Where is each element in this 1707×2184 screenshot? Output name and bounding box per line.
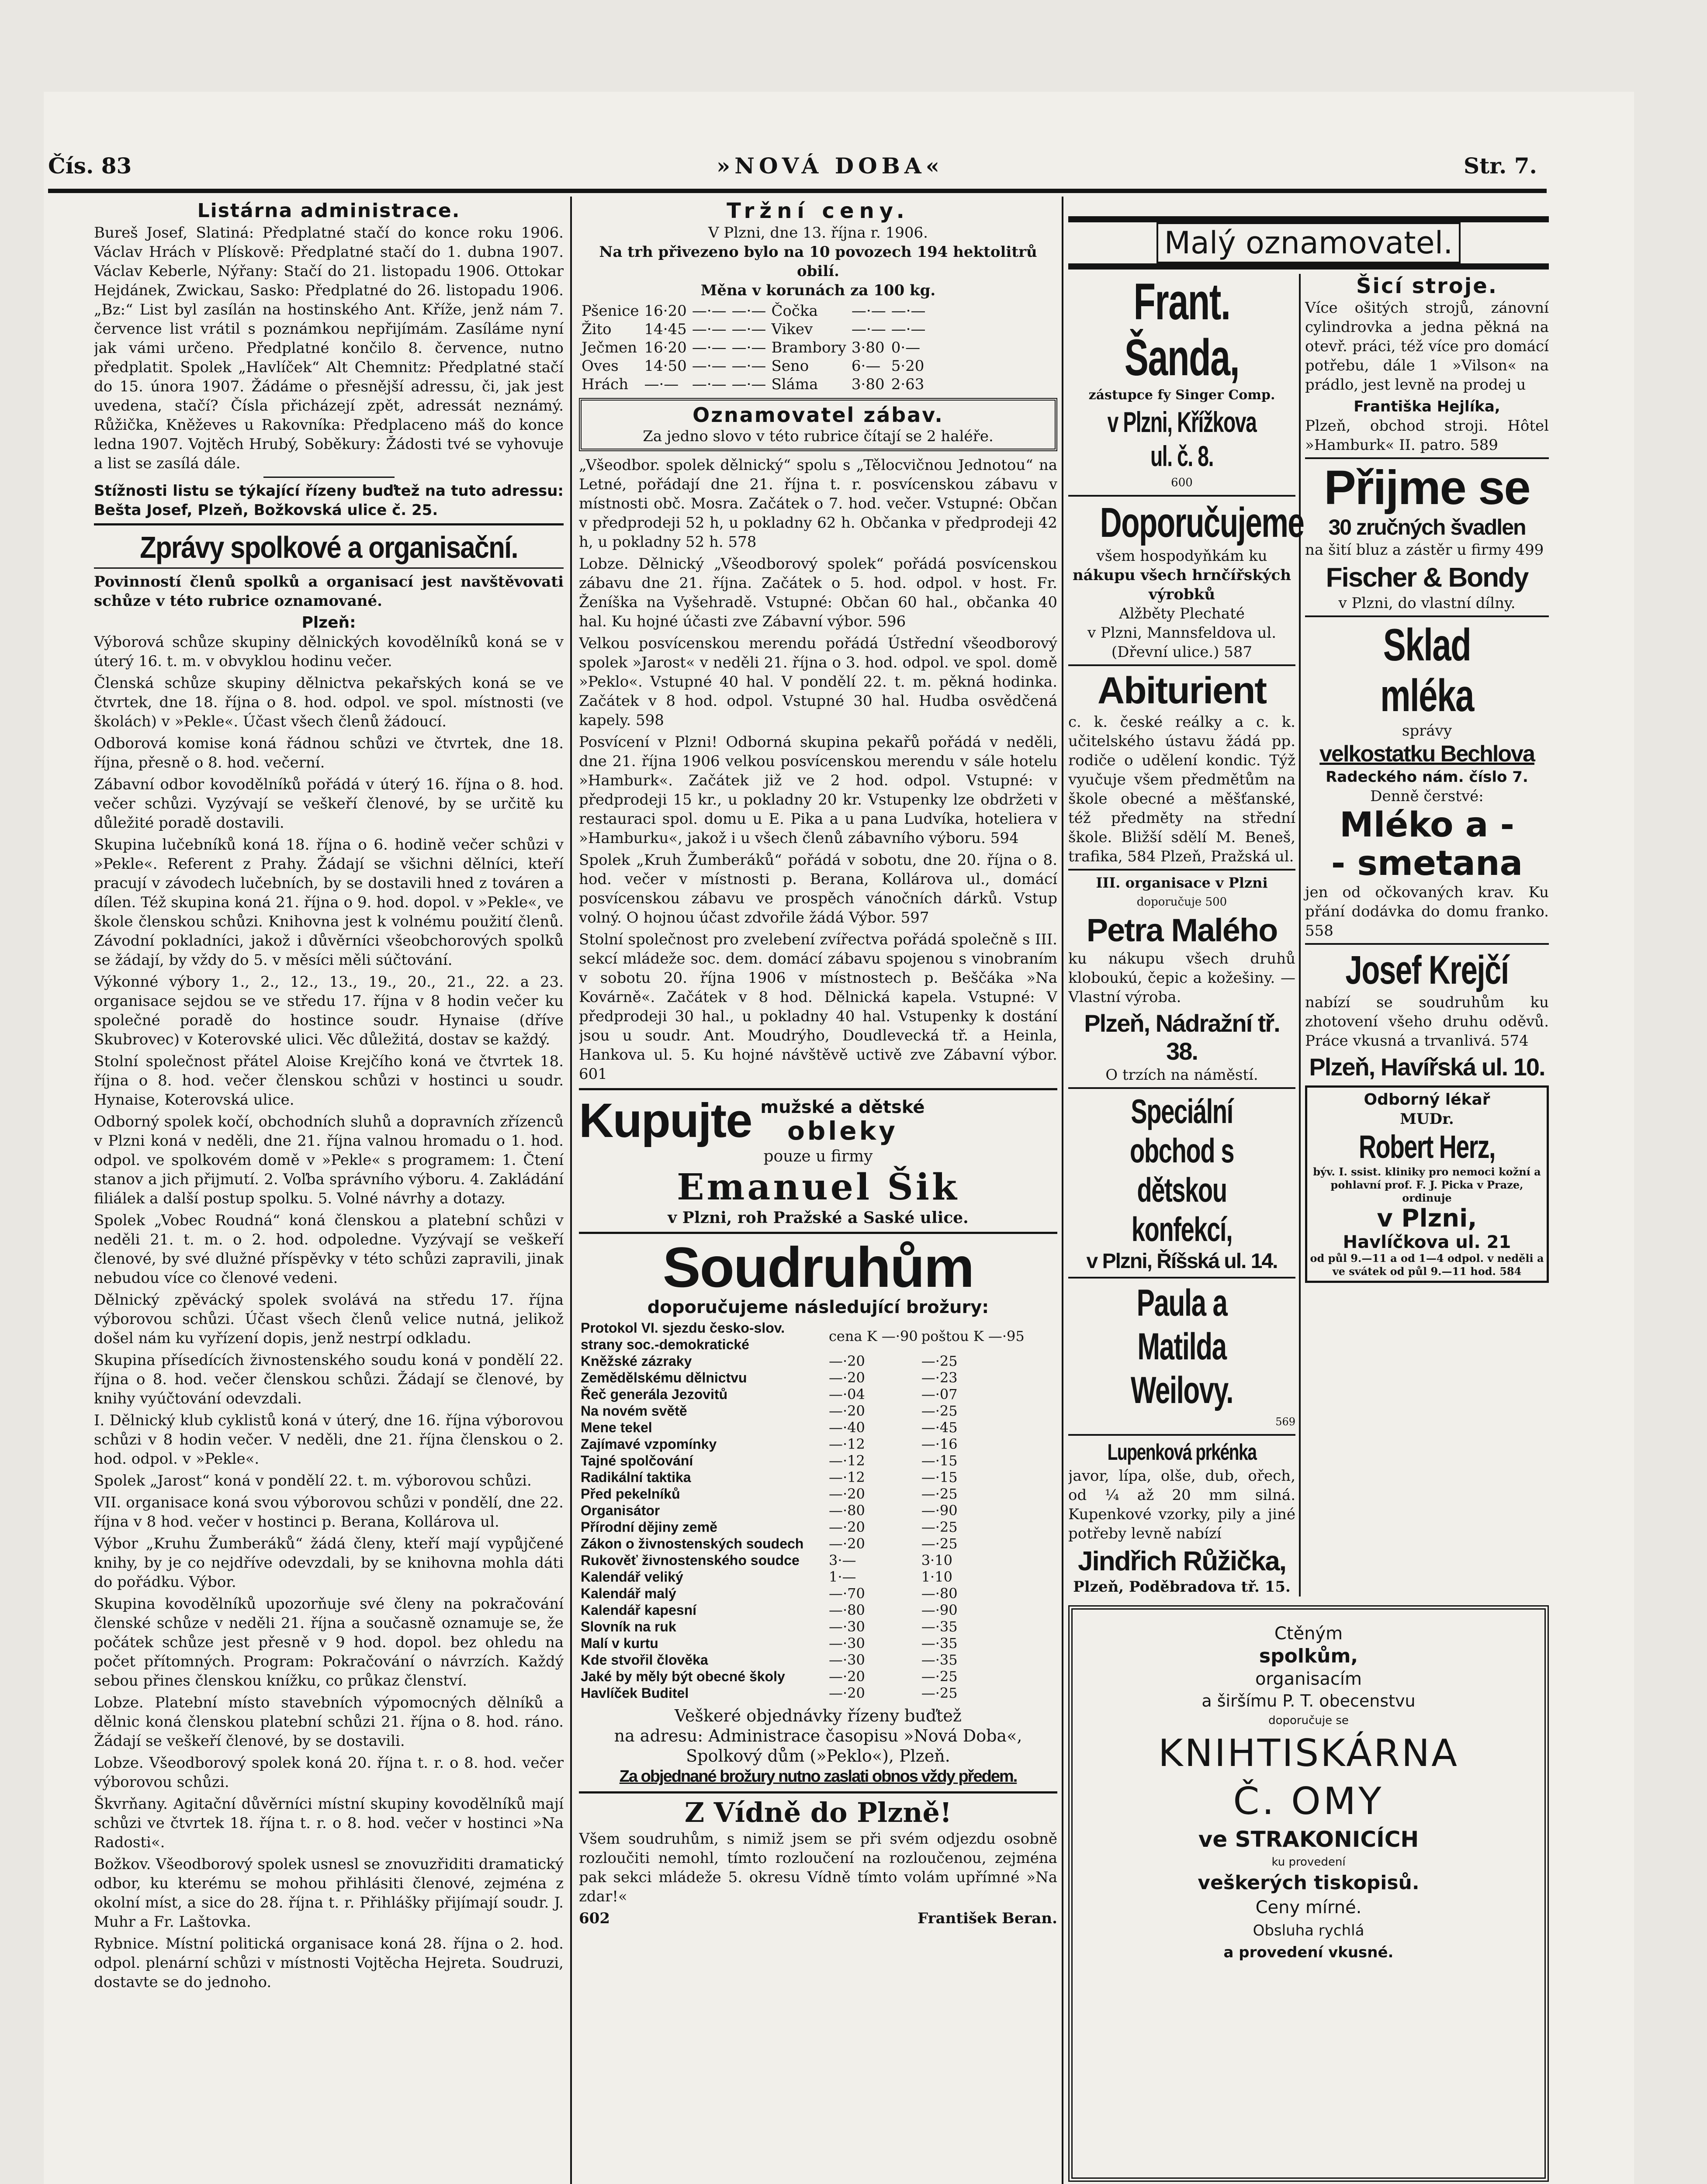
zprava-paragraph: Lobze. Platební místo stavebních výpomocných dělníků a dělnic koná členskou platební schůzi 21. října o 8. hod. ráno. Žádají se veškeří členové, by se dostavili. [94,1694,564,1750]
brozura-cell: poštou K —·95 [921,1328,1025,1344]
omy-line: Ceny mírné. [1255,1897,1362,1918]
sanda-num: 600 [1171,476,1193,489]
sklad-firm: velkostatku Bechlova [1319,741,1534,767]
divider [94,567,564,569]
brozura-cell: Mene tekel [581,1420,652,1435]
price-cell: 3·80 [851,376,885,393]
lekar-mudr: MUDr. [1400,1110,1454,1128]
price-cell: —·— [731,357,766,375]
price-cell: Žito [582,321,612,338]
omy-line: ku provedení [1271,1856,1346,1869]
brozura-cell: Zajímavé vzpomínky [581,1436,717,1452]
price-cell: Čočka [771,302,818,320]
brozura-cell: Kalendář veliký [581,1569,683,1585]
price-cell: Ječmen [582,339,637,356]
brozura-cell: 3·— [829,1552,856,1569]
zabava-item: Posvícení v Plzni! Odborná skupina pekařů pořádá v neděli, dne 21. října 1906 velkou posvícenskou merendu v sále hotelu »Hamburk«. Začátek již ve 2 hod. odpol. Vstupné: v předprodeji 15 kr., u pokladny 20 kr. Vstupenky lze obdržeti v restauraci spol. domu u E. Pika a u pana Ludvíka, hoteliera v »Hamburku«, jakož i u všech členů zábavního výboru. 594 [579,733,1057,847]
kupujte-firma: Emanuel Šik [677,1166,959,1208]
price-row [579,375,928,394]
maly-oznamovatel-banner [1068,216,1549,270]
price-cell: —·— [692,339,727,356]
zprava-paragraph: Výbor „Kruhu Žumberáků“ žádá členy, kteří mají vypůjčené knihy, by je co nejdříve odevzdali, by se knihovna mohla dáti do pořádku. Výbor. [94,1535,564,1591]
zprava-paragraph: Stolní společnost přátel Aloise Krejčího koná ve čtvrtek 18. října o 8. hod. večer členskou schůzi v hostinci u soudr. Hynaise, Koterovská ulice. [94,1053,564,1109]
petra-note: O trzích na náměstí. [1105,1066,1258,1084]
brozura-cell: Řeč generála Jezovitů [581,1386,728,1402]
soudruhum-heading: Soudruhům [662,1235,974,1299]
price-cell: 2·63 [891,376,924,393]
prijme-heading: Přijme se [1324,461,1530,515]
brozura-cell: Tajné spolčování [581,1453,693,1469]
column-divider-2 [1062,197,1063,2184]
price-cell: 16·20 [644,339,687,356]
omy-city: ve STRAKONICÍCH [1198,1827,1419,1852]
mleko-text: jen od očkovaných krav. Ku přání dodávka do domu franko. 558 [1305,884,1549,940]
omy-knihtiskarna: KNIHTISKÁRNA [1158,1731,1459,1775]
price-cell: Brambory [771,339,846,356]
brozura-row [579,1635,1026,1652]
brozura-row [579,1602,1026,1618]
dop-line: Alžběty Plechaté [1119,605,1245,622]
brozura-cell: —·30 [829,1635,865,1652]
zprava-paragraph: I. Dělnický klub cyklistů koná v úterý, dne 16. října výborovou schůzi v 8 hodin večer. V neděli, dne 21. října členskou o 2. hod. odpol. v »Pekle«. [94,1412,564,1468]
divider [263,477,395,478]
listarna-heading: Listárna administrace. [197,200,461,222]
brozura-cell: Radikální taktika [581,1469,691,1485]
brozura-row [579,1652,1026,1668]
zabava-item: Lobze. Dělnický „Všeodborový spolek“ pořádá posvícenskou zábavu dne 21. října. Začátek o 5. hod. odpol. v host. Fr. Ženíška na Vyšehradě. Vstupné: Občan 60 hal., občanka 40 hal. Ku hojné účasti zve Zábavní výbor. 596 [579,555,1057,630]
specialni-address: v Plzni, Říšská ul. 14. [1086,1250,1278,1273]
stiznosti-notice: Stížnosti listu se týkající řízeny buďtež na tuto adressu: Bešta Josef, Plzeň, Božkovská ulice č. 25. [94,482,564,519]
brozura-cell: Kněžské zázraky [581,1353,692,1369]
brozura-cell: —·16 [921,1436,958,1452]
zabava-item: „Všeodbor. spolek dělnický“ spolu s „Tělocvičnou Jednotou“ na Letné, pořádají dne 21. října t. r. posvícenskou zábavu v místnosti obč. Mosra. Začátek o 7. hod. večer. Vstupné: Občan v předprodeji 52 h, u pokladny 62 h. Občanka v předprodeji 42 h, u pokladny 52 h. 578 [579,456,1057,551]
brozura-cell: —·15 [921,1452,958,1469]
price-cell: 6·— [851,357,881,375]
price-row [579,339,928,357]
kupujte-ad [579,1088,1057,1227]
trzni-currency: Měna v korunách za 100 kg. [700,282,936,299]
price-cell: —·— [692,376,727,393]
kupujte-address: v Plzni, roh Pražské a Saské ulice. [668,1209,969,1227]
plzen-heading: Plzeň: [301,614,356,632]
lupenkova-heading: Lupenková prkénka [1107,1440,1257,1465]
brozura-cell: —·25 [921,1353,958,1369]
brozury-table [579,1320,1026,1701]
viden-text: Všem soudruhům, s nimiž jsem se při svém odjezdu osobně rozloučiti nemohl, tímto rozloučení na rozloučenou, zejména pak sekci mládeže 5. okresu Vídně tímto volám upřímné »Na zdar!« [579,1830,1057,1905]
lekar-city: v Plzni, [1377,1204,1477,1233]
sici-text: Více ošitých strojů, zánovní cylindrovka a jedna pěkná na otevř. práci, též více pro domácí potřebu, dále 1 »Vilson« na prádlo, jest levně na prodej u [1305,299,1549,394]
brozura-row [579,1419,1026,1436]
price-cell: —·— [731,321,766,338]
brozura-cell: —·80 [829,1602,865,1618]
brozura-cell: —·70 [829,1585,865,1602]
fischer-bondy: Fischer & Bondy [1326,563,1528,593]
brozura-cell: —·25 [921,1403,958,1419]
price-cell: —·— [851,321,886,338]
brozura-cell: 1·— [829,1569,856,1585]
brozura-cell: Rukověť živnostenského soudce [581,1552,800,1568]
zprava-paragraph: Výborová schůze skupiny dělnických kovodělníků koná se v úterý 16. t. m. v obvyklou hodinu večer. [94,633,564,670]
kupujte-line1: mužské a dětské [760,1097,925,1117]
listarna-text: Bureš Josef, Slatiná: Předplatné stačí do konce roku 1906. Václav Hrách v Plískově: Předplatné stačí do 1. dubna 1907. Václav Keberle, Nýřany: Stačí do 21. listopadu 1906. Ottokar Hejdánek, Zwickau, Sasko: Předplatné do 26. listopadu 1906. „Bz:“ List byl zasílán na hostinského Ant. Kříže, jenž nám 7. července list vrátil s poznámkou nepřijímám. Zasíláme nyní jak vámi určeno. Předplatné končilo 8. července, nutno předplatit. Spolek „Havlíček“ Alt Chemnitz: Předplatné stačí do 15. února 1907. Žádáme o přesnější adressu, či, jak jest uvedena, stačí? Čísla přicházejí zpět, adressát neznámý. Růžička, Kněževes u Rakovníka: Předplaceno máš do konce ledna 1907. Vojtěch Hrubý, Soběkury: Žádosti tvé se vyhovuje a list se zasílá dále. [94,224,564,472]
zprava-paragraph: Spolek „Vobec Roudná“ koná členskou a platební schůzi v neděli 21. t. m. o 2. hod. odpoledne. Vyzývají se veškeří členové, by své dlužné příspěvky v této schůzi zapravili, jinak nebudou více co členové vedeni. [94,1212,564,1287]
brozura-cell: —·30 [829,1652,865,1668]
header-rule [48,189,1547,193]
zprava-paragraph: Spolek „Jarost“ koná v pondělí 22. t. m. výborovou schůzi. [94,1472,532,1489]
brozura-cell: —·20 [829,1668,865,1685]
lekar-address: Havlíčkova ul. 21 [1343,1232,1511,1252]
trzni-intro: Na trh přivezeno bylo na 10 povozech 194 hektolitrů obilí. [599,243,1037,280]
sici-heading: Šicí stroje. [1356,274,1498,298]
price-cell: —·— [692,357,727,375]
price-cell: —·— [731,376,766,393]
lekar-text: býv. I. ssist. kliniky pro nemoci kožní a pohlavní prof. F. J. Picka v Praze, ordinuje [1313,1165,1541,1204]
paula-heading: Paula a Matilda [1136,1282,1227,1368]
objednavky-note: Za objednané brožury nutno zaslati obnos vždy předem. [619,1767,1017,1786]
dop-line: všem hospodyňkám ku [1096,547,1267,565]
brozura-cell: —·35 [921,1618,958,1635]
brozura-cell: —·80 [921,1585,958,1602]
sanda-address: v Plzni, Křížkova ul. č. 8. [1107,406,1257,472]
zprava-paragraph: Zábavní odbor kovodělníků pořádá v úterý 16. října o 8. hod. večer schůzi. Vyzývají se veškeří členové, by se určitě ku důležité poradě dostavili. [94,776,564,832]
brozura-row [579,1618,1026,1635]
brozura-cell: —·80 [829,1502,865,1519]
brozura-cell: —·40 [829,1419,865,1436]
zprava-paragraph: Škvrňany. Agitační důvěrníci místní skupiny kovodělníků mají schůzi ve čtvrtek 18. října t. r. o 8. hod. večer v hostinci »Na Radosti«. [94,1795,564,1851]
fischer-address: v Plzni, do vlastní dílny. [1338,594,1516,612]
brozura-cell: 1·10 [921,1569,952,1585]
right-column [1068,199,1549,2184]
dop-line: (Dřevní ulice.) 587 [1111,643,1253,661]
soudruhum-ad [579,1232,1057,1787]
brozura-cell: Kde stvořil člověka [581,1652,708,1668]
viden-notice [579,1791,1057,1928]
prijme-sub: 30 zručných švadlen [1328,515,1526,539]
brozura-cell: —·20 [829,1353,865,1369]
brozura-cell: —·20 [829,1685,865,1701]
krejci-address: Plzeň, Havířská ul. 10. [1309,1053,1545,1081]
trzni-date: V Plzni, dne 13. října r. 1906. [708,224,928,242]
price-cell: —·— [731,302,766,320]
brozura-cell: Jaké by měly být obecné školy [581,1669,785,1684]
ruzicka-name: Jindřich Růžička, [1078,1546,1286,1576]
trzni-heading: Tržní ceny. [727,199,910,223]
brozura-row [579,1569,1026,1585]
omy-line: Ctěným [1274,1624,1343,1644]
kupujte-pouze: pouze u firmy [763,1147,873,1165]
page-header [48,153,1542,188]
petra-heading: Petra Malého [1086,912,1278,948]
brozura-cell: —·30 [829,1618,865,1635]
price-row [579,357,928,375]
brozura-row [579,1403,1026,1419]
smetana-heading: - smetana [1331,844,1523,883]
left-column [94,199,564,2184]
brozura-row [579,1436,1026,1452]
brozura-cell: —·20 [829,1403,865,1419]
omy-line: doporučuje se [1268,1714,1349,1727]
newspaper-title: »NOVÁ DOBA« [717,153,944,179]
brozura-cell: —·35 [921,1652,958,1668]
sanda-sub: zástupce fy Singer Comp. [1088,387,1275,403]
sklad-address: Radeckého nám. číslo 7. [1326,768,1528,786]
zabavy-box [579,398,1057,451]
omy-line: spolkům, [1259,1645,1358,1667]
abiturient-heading: Abiturient [1097,670,1267,712]
price-cell: —·— [692,321,727,338]
ruzicka-address: Plzeň, Poděbradova tř. 15. [1073,1578,1291,1596]
abiturient-text: c. k. české reálky a c. k. učitelského ústavu žádá pp. rodiče o udělení kondic. Týž vyučuje všem předmětům na škole obecné a měšťanské, též předměty na střední škole. Bližší sdělí M. Beneš, trafika, 584 Plzeň, Pražská ul. [1068,713,1295,865]
price-row [579,302,928,320]
column-divider-1 [570,197,572,2184]
zabavy-note: Za jedno slovo v této rubrice čítají se 2 haléře. [643,428,994,445]
zprava-paragraph: Božkov. Všeodborový spolek usnesl se znovuzřiditi dramatický odbor, ku kterému se mohou přihlásiti členové, zejména z okolní míst, a sice do 28. října t. r. Přihlášky přijímají soudr. J. Muhr a Fr. Laštovka. [94,1856,564,1931]
brozura-cell: Před pekelníků [581,1486,680,1502]
zprava-paragraph: Odborný spolek kočí, obchodních sluhů a dopravních zřízenců v Plzni koná v neděli, dne 21. října valnou hromadu o 1. hod. odpol. ve spolkovém domě v »Pekle« s programem: 1. Čtení stanov a jich přijmutí. 2. Voľba správního výboru. 4. Zakládání filiálek a další postup spolku. 5. Volné návrhy a dotazy. [94,1113,564,1207]
brozura-row [579,1320,1026,1353]
brozura-cell: —·90 [921,1602,958,1618]
brozura-cell: Přírodní dějiny země [581,1519,717,1535]
zpravy-heading: Zprávy spolkové a organisační. [140,530,518,564]
brozura-cell: —·12 [829,1452,865,1469]
brozura-row [579,1353,1026,1369]
page-number: Str. 7. [1464,153,1537,179]
price-cell: —·— [731,339,766,356]
objednavky-line: Veškeré objednávky řízeny buďtež [675,1706,962,1725]
soudruhum-sub: doporučujeme následující brožury: [647,1297,989,1317]
omy-line: a širšímu P. T. obecenstvu [1201,1691,1416,1711]
price-cell: 0·— [891,339,921,356]
brozura-row [579,1469,1026,1486]
brozura-cell: Kalendář kapesní [581,1602,696,1618]
brozura-cell: —·25 [921,1519,958,1535]
doporucujeme-heading: Doporučujeme [1100,499,1304,546]
org-title: III. organisace v Plzni [1096,874,1268,891]
issue-number: Čís. 83 [48,153,132,179]
weilovy-num: 569 [1275,1416,1295,1428]
prijme-text: na šití bluz a zástěr u firmy 499 [1305,541,1544,559]
price-cell: 16·20 [644,302,687,320]
brozura-cell: —·45 [921,1419,958,1436]
zprava-paragraph: Výkonné výbory 1., 2., 12., 13., 19., 20., 21., 22. a 23. organisace sejdou se ve středu 17. října v 8 hodin večer ku společné poradě do hostince soudr. Hynaise (dříve Skubrovec) v Koterovské ulici. Věc důležitá, dostav se každý. [94,973,564,1048]
zprava-paragraph: Odborová komise koná řádnou schůzi ve čtvrtek, dne 18. října, přesně o 8. hod. večerní. [94,735,564,771]
price-cell: —·— [891,302,926,320]
price-cell: 5·20 [891,357,924,375]
lekar-name: Robert Herz, [1359,1129,1495,1165]
maly-oznamovatel-heading: Malý oznamovatel. [1156,222,1461,263]
brozura-row [579,1585,1026,1602]
omy-ad [1068,1605,1549,2182]
zprava-paragraph: Skupina lučebníků koná 18. října o 6. hodině večer schůzi v »Pekle«. Referent z Prahy. Žádají se všichni dělníci, kteří pracují v závodech lučebních, by se dostavili hned z továren a dílen. Též skupina koná 21. října o 9. hod. dopol. v »Pekle«, ve škole členskou schůzi. Knihovna jest k volnému použití členů. Závodní pokladníci, jakož i důvěrníci všeobchorových spolků se žádají, by vždy do 5. v měsíci měli súčtování. [94,836,564,969]
zprava-paragraph: Skupina přísedících živnostenského soudu koná v pondělí 22. října o 8. hod. večer členskou schůzi. Žádají se členové, by knihy vyúčtování odevzdali. [94,1351,564,1407]
brozura-cell: Zákon o živnostenských soudech [581,1536,804,1552]
price-cell: 14·45 [644,321,687,338]
lekar-hours: od půl 9.—11 a od 1—4 odpol. v neděli a ve svátek od půl 9.—11 hod. 584 [1310,1252,1544,1278]
objednavky-line: Spolkový dům (»Peklo«), Plzeň. [686,1746,950,1766]
brozura-cell: —·15 [921,1469,958,1486]
brozura-cell: —·23 [921,1369,958,1386]
viden-heading: Z Vídně do Plzně! [684,1797,952,1828]
povinnosti-notice: Povinností členů spolků a organisací jest navštěvovati schůze v této rubrice oznamované. [94,573,564,610]
brozura-cell: —·25 [921,1685,958,1701]
mleko-heading: Mléko a - [1340,805,1514,845]
brozura-cell: cena K —·90 [829,1328,918,1344]
price-cell: Vikev [771,321,813,338]
kupujte-line2: obleky [787,1116,898,1146]
brozura-cell: —·90 [921,1502,958,1519]
zprava-paragraph: Členská schůze skupiny dělnictva pekařských koná se ve čtvrtek, dne 18. října o 8. hod. odpol. ve spol. místnosti (ve školách) v »Pekle«. Účast všech členů žádoucí. [94,674,564,730]
petra-text: ku nákupu všech druhů kloboukú, čepic a kožešiny. — Vlastní výroba. [1068,950,1295,1006]
brozura-cell: —·25 [921,1486,958,1502]
zprava-paragraph: VII. organisace koná svou výborovou schůzi v pondělí, dne 22. října v 8 hod. večer v hostinci p. Berana, Kollárova ul. [94,1494,564,1531]
price-table [579,302,928,394]
kupujte-heading: Kupujte [579,1094,752,1147]
brozura-row [579,1486,1026,1502]
price-cell: —·— [644,376,679,393]
specialni-heading: Speciální obchod s dětskou konfekcí, [1129,1092,1234,1248]
dop-line: v Plzni, Mannsfeldova ul. [1087,624,1277,642]
brozura-row [579,1519,1026,1535]
brozura-cell: —·20 [829,1535,865,1552]
sanda-name: Frant. Šanda, [1124,273,1240,387]
krejci-heading: Josef Krejčí [1345,948,1509,992]
price-cell: 3·80 [851,339,885,356]
brozura-row [579,1685,1026,1701]
viden-signature: František Beran. [918,1910,1057,1927]
price-cell: —·— [692,302,727,320]
brozura-row [579,1552,1026,1569]
price-cell: Oves [582,357,619,375]
brozura-cell: Na novém světě [581,1403,687,1419]
petra-address: Plzeň, Nádražní tř. 38. [1084,1009,1280,1065]
weilovy-heading: Weilovy. [1131,1369,1233,1411]
brozura-cell: Protokol VI. sjezdu česko-slov. strany soc.-demokratické [581,1320,785,1352]
divider [94,523,564,525]
brozura-cell: —·07 [921,1386,958,1403]
brozura-cell: Slovník na ruk [581,1619,676,1635]
omy-name: Č. OMY [1233,1780,1384,1823]
brozura-row [579,1668,1026,1685]
zabava-item: Stolní společnost pro zvelebení zvířectva pořádá společně s III. sekcí mládeže soc. dem. domácí zábavu spojenou s vinobraním v sobotu 20. října 1906 v místnostech p. Beščáka »Na Kovárně«. Začátek v 8 hod. Dělnická kapela. Vstupné: V předprodeji 30 hal., u pokladny 40 hal. Vstupenky k dostání jsou u soudr. Ant. Moudrýho, Doudlevecká tř. a Heinla, Hankova ul. 5. Ku hojné návštěvě uctivě zve Zábavní výbor. 601 [579,931,1057,1083]
brozura-cell: Organisátor [581,1503,660,1518]
krejci-text: nabízí se soudruhům ku zhotovení všeho druhu oděvů. Práce vkusná a trvanlivá. 574 [1305,994,1549,1050]
zabava-item: Velkou posvícenskou merendu pořádá Ústřední všeodborový spolek »Jarost« v neděli 21. října o 3. hod. odpol. ve spol. domě »Peklo«. Vstupné 40 hal. V pondělí 22. t. m. pěkná hodinka. Začátek v 8 hod. odpol. Vstupné 30 hal. Hudba osvědčená kapely. 598 [579,635,1057,729]
brozura-cell: Havlíček Buditel [581,1685,689,1701]
zabava-item: Spolek „Kruh Žumberáků“ pořádá v sobotu, dne 20. října o 8. hod. večer v místnosti p. Berana, Kollárova ul., domácí posvícenskou zábavu ve prospěch vánočních dárků. Vstup volný. O hojnou účast zdvořile žádá Výbor. 597 [579,851,1057,926]
brozura-cell: —·04 [829,1386,865,1403]
brozura-cell: —·35 [921,1635,958,1652]
price-cell: —·— [851,302,886,320]
brozura-row [579,1452,1026,1469]
price-cell: Hrách [582,376,629,393]
brozura-cell: Zemědělskému dělnictvu [581,1370,747,1386]
omy-line: veškerých tiskopisů. [1198,1872,1420,1894]
brozura-cell: 3·10 [921,1552,952,1569]
zprava-paragraph: Dělnický zpěvácký spolek svolává na středu 17. října výborovou schůzi. Účast všech členů velice nutná, jelikož došel nám ku vyřízení dopis, jenž nestrpí odkladu. [94,1291,564,1347]
sici-address: Plzeň, obchod stroji. Hôtel »Hamburk« II. patro. 589 [1305,417,1549,454]
objednavky-line: na adresu: Administrace časopisu »Nová Doba«, [614,1726,1022,1745]
sklad-sub: správy [1402,722,1452,740]
middle-column [579,199,1057,2184]
brozura-cell: —·20 [829,1369,865,1386]
omy-line: Obsluha rychlá [1253,1922,1364,1939]
price-row [579,320,928,339]
lekar-title: Odborný lékař [1364,1091,1490,1109]
zprava-paragraph: Lobze. Všeodborový spolek koná 20. října t. r. o 8. hod. večer výborovou schůzi. [94,1754,564,1791]
brozura-cell: Malí v kurtu [581,1635,658,1651]
brozura-cell: —·12 [829,1436,865,1452]
brozura-row [579,1386,1026,1403]
brozura-cell: —·25 [921,1668,958,1685]
sklad-cerstve: Denně čerstvé: [1370,788,1484,805]
zprava-paragraph: Rybnice. Místní politická organisace koná 28. října o 2. hod. odpol. plenární schůzi v místnosti Vojtěcha Hejreta. Soudruzi, dostavte se do jednoho. [94,1935,564,1991]
org-sub: doporučuje 500 [1136,895,1227,909]
price-cell: —·— [891,321,926,338]
brozura-cell: —·20 [829,1486,865,1502]
omy-line: organisacím [1255,1669,1362,1689]
zprava-paragraph: Skupina kovodělníků upozorňuje své členy na pokračování členské schůze v neděli 21. října a současně oznamuje se, že počátek schůze jest přesně v 9 hod. dopol. bez ohledu na počet přítomných. Program: Pokračování o návrzích. Každý sebou přines členskou knížku, co průkaz členství. [94,1595,564,1690]
sklad-heading: Sklad mléka [1380,620,1474,721]
sici-firm: Františka Hejlíka, [1354,398,1500,415]
price-cell: 14·50 [644,357,687,375]
price-cell: Sláma [771,376,818,393]
brozura-row [579,1502,1026,1519]
brozura-cell: —·12 [829,1469,865,1486]
omy-line: a provedení vkusné. [1223,1944,1394,1961]
brozura-cell: —·20 [829,1519,865,1535]
brozura-row [579,1535,1026,1552]
lekar-ad [1305,1085,1549,1283]
lupenkova-text: javor, lípa, olše, dub, ořech, od ¼ až 20 mm silná. Kupenkové vzorky, pily a jiné potřeby levně nabízí [1068,1467,1295,1542]
price-cell: Seno [771,357,809,375]
dop-line: nákupu všech hrnčířských výrobků [1073,567,1291,603]
zabavy-heading: Oznamovatel zábav. [692,403,944,427]
price-cell: Pšenice [582,302,639,320]
brozura-cell: Kalendář malý [581,1586,676,1601]
viden-number: 602 [579,1910,610,1927]
brozura-row [579,1369,1026,1386]
brozura-cell: —·25 [921,1535,958,1552]
